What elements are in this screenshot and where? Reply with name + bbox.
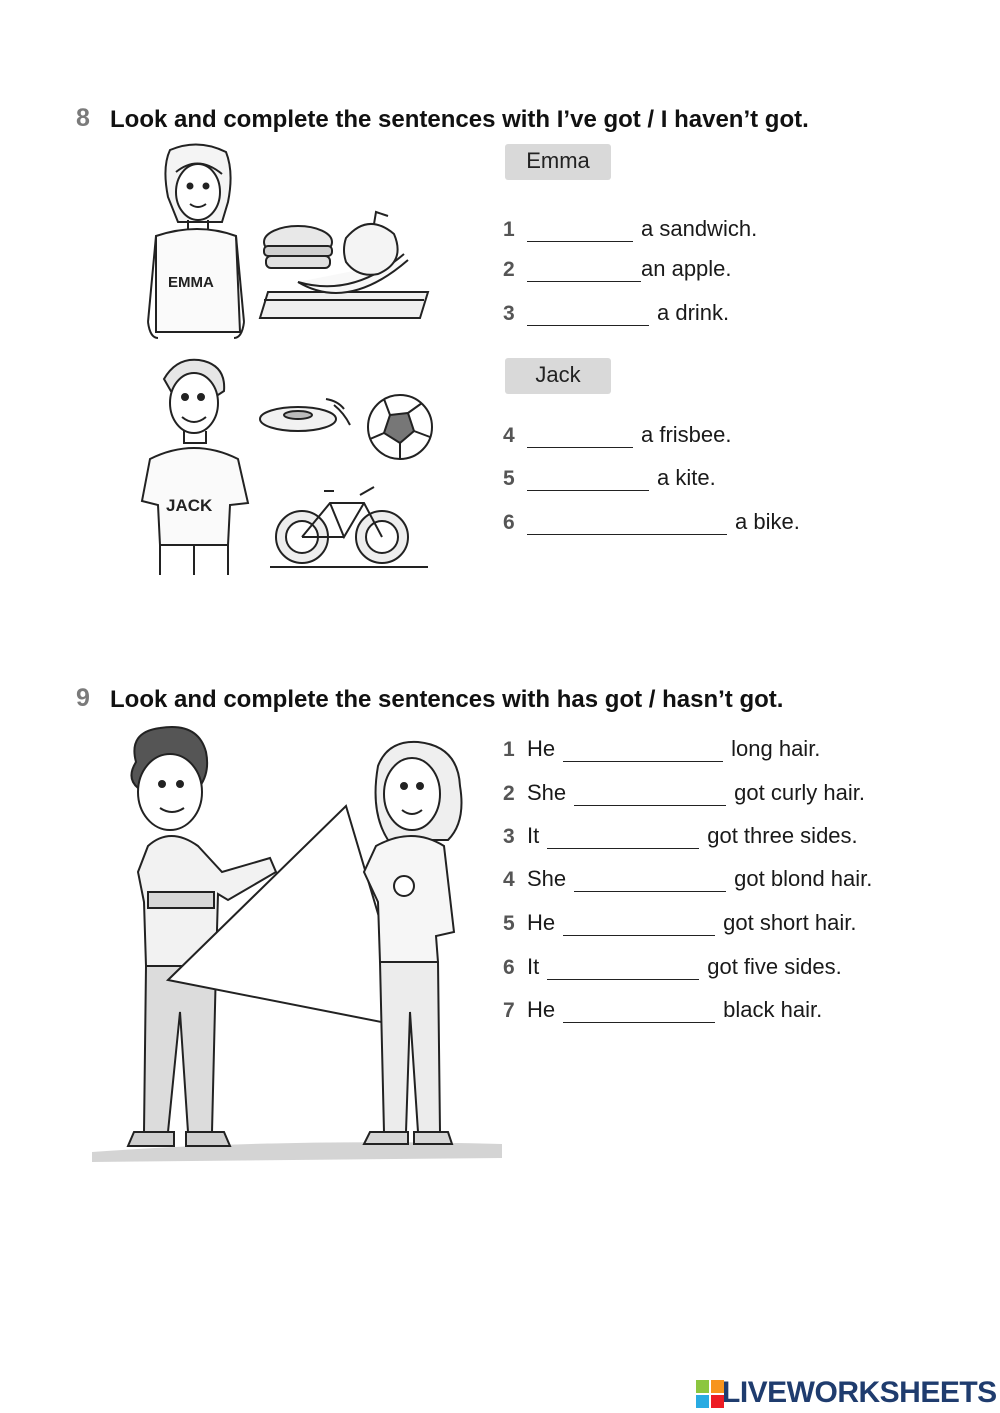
- item-number: 5: [503, 467, 515, 490]
- ex8-answer-5-input[interactable]: [527, 466, 649, 491]
- emma-shirt-label: EMMA: [168, 274, 214, 291]
- item-number: 2: [503, 258, 515, 281]
- item-subject: She: [527, 780, 567, 805]
- ex9-answer-7-input[interactable]: [563, 998, 715, 1023]
- ex8-item-4: [503, 418, 732, 448]
- item-text: a drink.: [657, 300, 730, 325]
- ex8-item-3: [503, 296, 729, 326]
- item-number: 3: [503, 302, 515, 325]
- item-text: got curly hair.: [734, 780, 865, 805]
- ex8-answer-2-input[interactable]: [527, 257, 641, 282]
- item-number: 1: [503, 738, 515, 761]
- item-text: got three sides.: [707, 823, 858, 848]
- ex9-item-2: [503, 776, 865, 806]
- item-subject: It: [527, 954, 540, 979]
- emma-illustration: [138, 142, 438, 352]
- emma-tag: Emma: [505, 144, 611, 180]
- ex8-item-2: [503, 252, 732, 282]
- ex9-answer-4-input[interactable]: [574, 867, 726, 892]
- ex8-answer-4-input[interactable]: [527, 423, 633, 448]
- item-subject: It: [527, 823, 540, 848]
- item-text: got blond hair.: [734, 866, 873, 891]
- exercise-9-number: 9: [76, 684, 90, 712]
- exercise-8-title: Look and complete the sentences with I’ve got / I haven’t got.: [110, 106, 809, 133]
- jack-tag: Jack: [505, 358, 611, 394]
- item-subject: She: [527, 866, 567, 891]
- item-text: a sandwich.: [641, 216, 758, 241]
- exercise-8-number: 8: [76, 104, 90, 132]
- item-text: an apple.: [641, 256, 732, 281]
- item-number: 5: [503, 912, 515, 935]
- liveworksheets-brand[interactable]: LIVEWORKSHEETS: [722, 1376, 997, 1409]
- ex8-answer-3-input[interactable]: [527, 301, 649, 326]
- ex8-answer-6-input[interactable]: [527, 510, 727, 535]
- ex9-answer-1-input[interactable]: [563, 737, 723, 762]
- ex9-item-5: [503, 906, 856, 936]
- ex8-item-5: [503, 461, 716, 491]
- ex8-item-6: [503, 505, 800, 535]
- ex9-item-6: [503, 950, 842, 980]
- item-text: a frisbee.: [641, 422, 732, 447]
- liveworksheets-logo-icon: [696, 1380, 724, 1408]
- ex9-item-7: [503, 993, 822, 1023]
- ex9-item-4: [503, 862, 872, 892]
- item-text: got short hair.: [723, 910, 857, 935]
- exercise-9-title: Look and complete the sentences with has got / hasn’t got.: [110, 686, 784, 713]
- ex9-item-3: [503, 819, 858, 849]
- item-subject: He: [527, 736, 556, 761]
- ex9-answer-2-input[interactable]: [574, 781, 726, 806]
- ex9-answer-5-input[interactable]: [563, 911, 715, 936]
- ex8-item-1: [503, 212, 757, 242]
- jack-shirt-label: JACK: [166, 496, 213, 515]
- item-number: 7: [503, 999, 515, 1022]
- item-subject: He: [527, 910, 556, 935]
- ex9-item-1: [503, 732, 820, 762]
- item-number: 6: [503, 511, 515, 534]
- item-number: 6: [503, 956, 515, 979]
- ex8-answer-1-input[interactable]: [527, 217, 633, 242]
- item-number: 3: [503, 825, 515, 848]
- item-subject: He: [527, 997, 556, 1022]
- item-text: black hair.: [723, 997, 823, 1022]
- item-text: a bike.: [735, 509, 800, 534]
- item-number: 1: [503, 218, 515, 241]
- children-triangle-illustration: [88, 722, 504, 1167]
- jack-illustration: [138, 355, 438, 580]
- item-number: 2: [503, 782, 515, 805]
- ex9-answer-3-input[interactable]: [547, 824, 699, 849]
- item-text: long hair.: [731, 736, 821, 761]
- item-text: a kite.: [657, 465, 716, 490]
- item-number: 4: [503, 868, 515, 891]
- item-number: 4: [503, 424, 515, 447]
- ex9-answer-6-input[interactable]: [547, 955, 699, 980]
- item-text: got five sides.: [707, 954, 842, 979]
